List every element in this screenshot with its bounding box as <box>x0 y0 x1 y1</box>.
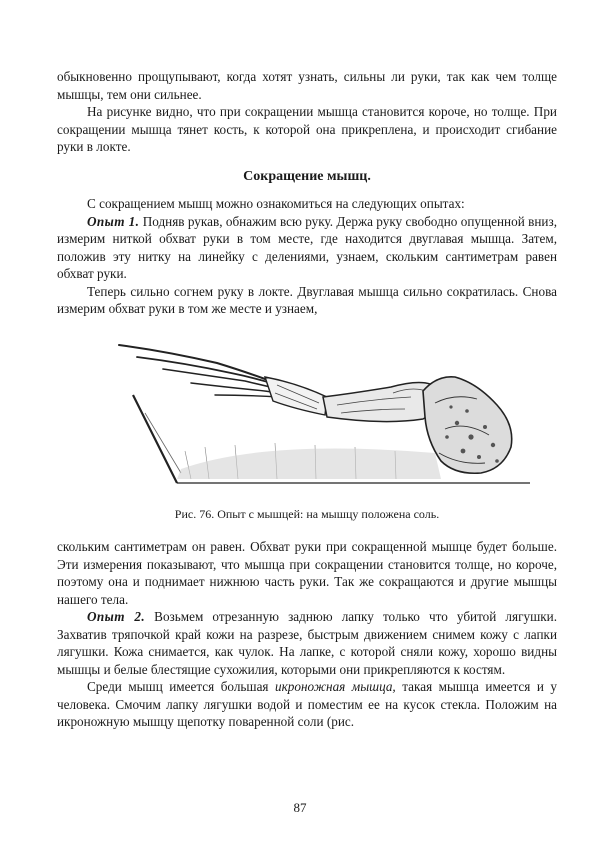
paragraph-muscle-shortening: На рисунке видно, что при сокращении мышца становится короче, но толще. При сокращении мышца тянет кость, к которой она прикреплена, и происходит сгибание руки в локте. <box>57 104 557 154</box>
paragraph-measure-result: скольким сантиметрам он равен. Обхват руки при сокращенной мышце будет больше. Эти измерения показывают, что мышца при сокращении становится толще, но короче, поэтому она и поднимает нижнюю часть руки. Так же сокращаются и другие мышцы нашего тела. <box>57 539 557 607</box>
experiment-1-title: Опыт 1. <box>87 213 140 229</box>
paragraph-intro: С сокращением мышц можно ознакомиться на следующих опытах: <box>87 196 465 211</box>
paragraph-continuation: обыкновенно прощупывают, когда хотят узнать, сильны ли руки, так как чем толще мышцы, тем они сильнее. <box>57 69 557 102</box>
paragraph-bend-arm: Теперь сильно согнем руку в локте. Двуглавая мышца сильно сократилась. Снова измерим обхват руки в том же месте и узнаем, <box>57 283 557 316</box>
experiment-2-text: Возьмем отрезанную заднюю лапку только что убитой лягушки. Захватив тряпочкой край кожи на разрезе, быстрым движением снимем кожу с лапки лягушки. Кожа снимается, как чулок. На лапке, с которой сняли кожу, хорошо видны мышцы и белые блестящие сухожилия, которыми они прикрепляются к костям. <box>57 609 557 677</box>
text-block-top <box>57 68 557 156</box>
calf-text-start: Среди мышц имеется большая <box>87 679 275 694</box>
experiment-1-text: Подняв рукав, обнажим всю руку. Держа руку свободно опущенной вниз, измерим ниткой обхват руки в том месте, где находится двуглавая мышца. Затем, положив эту нитку на линейку с делениями, узнаем, скольким сантиметрам равен обхват руки. <box>57 213 557 281</box>
paragraph-experiment-2 <box>57 608 557 678</box>
page-number: 87 <box>293 800 307 815</box>
figure-caption: Рис. 76. Опыт с мышцей: на мышцу положена соль. <box>174 507 440 521</box>
text-block-experiment-2 <box>57 538 557 731</box>
calf-text-end: такая мышца имеется и у человека. Смочим лапку лягушки водой и поместим ее на кусок стекла. Положим на икроножную мышцу щепотку поваренной соли (рис. <box>57 679 557 729</box>
text-block-experiment-1 <box>57 195 557 318</box>
paragraph-experiment-1 <box>57 213 557 283</box>
experiment-2-title: Опыт 2. <box>87 609 146 624</box>
calf-muscle-term: икроножная мышца, <box>275 679 396 694</box>
paragraph-calf-muscle <box>57 678 557 731</box>
section-heading: Сокращение мышц. <box>243 169 371 184</box>
frog-leg-illustration <box>105 333 537 503</box>
